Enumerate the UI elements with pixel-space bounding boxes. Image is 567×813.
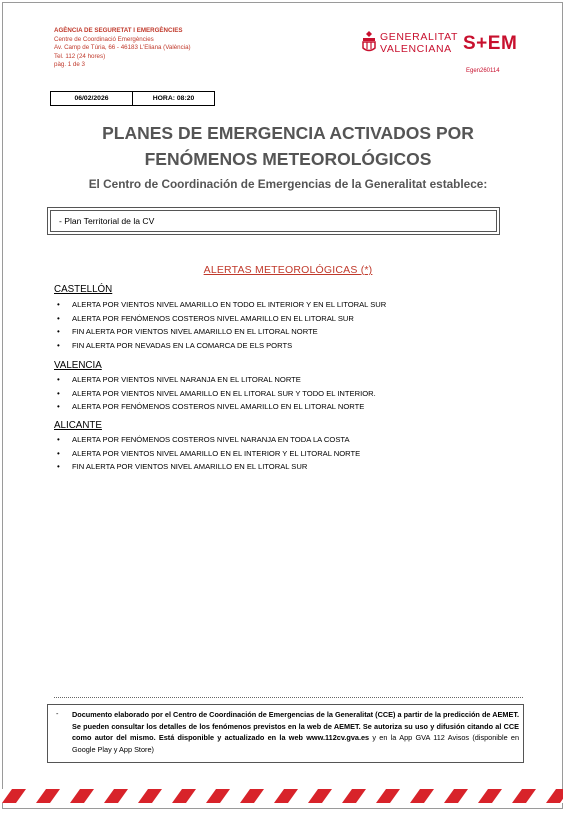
plan-box [47,207,500,235]
agency-info [54,27,191,70]
agency-phone: Tel. 112 (24 hores) [54,52,106,60]
title-line-2: FENÓMENOS METEOROLÓGICOS [144,149,432,169]
alert-item: • FIN ALERTA POR VIENTOS NIVEL AMARILLO EN EL LITORAL NORTE [54,325,386,339]
agency-name: AGÈNCIA DE SEGURETAT I EMERGÈNCIES [54,27,183,34]
alicante-alert-list [54,433,360,474]
province-castellon: CASTELLÓN [54,284,113,295]
footnote-text [72,709,519,755]
title-line-1: PLANES DE EMERGENCIA ACTIVADOS POR [102,123,474,143]
valencia-alert-list [54,373,376,414]
document-code: Egen260114 [466,68,500,74]
alert-item: • ALERTA POR FENÓMENOS COSTEROS NIVEL NARANJA EN TODA LA COSTA [54,433,360,447]
footer-divider [54,697,523,698]
plan-name: - Plan Territorial de la CV [50,210,497,232]
footnote-dash: - [56,709,59,718]
footnote-plain-text: y en la App GVA 112 Avisos (disponible en Google Play y App Store) [72,733,520,754]
alert-item: • ALERTA POR VIENTOS NIVEL AMARILLO EN EL LITORAL SUR Y TODO EL INTERIOR. [54,387,376,401]
generalitat-logo [360,26,458,64]
agency-address: Av. Camp de Túria, 66 - 46183 L'Eliana (València) [54,44,191,52]
province-valencia: VALENCIA [54,360,102,371]
page-number: pàg. 1 de 3 [54,61,85,69]
gva-logo-line1: GENERALITAT [380,31,458,43]
generalitat-emblem-icon [360,30,378,54]
alert-item: • ALERTA POR FENÓMENOS COSTEROS NIVEL AMARILLO EN EL LITORAL SUR [54,312,386,326]
agency-centre: Centre de Coordinació Emergències [54,35,154,43]
alert-item: • FIN ALERTA POR VIENTOS NIVEL AMARILLO EN EL LITORAL SUR [54,460,360,474]
alert-item: • ALERTA POR VIENTOS NIVEL AMARILLO EN TODO EL INTERIOR Y EN EL LITORAL SUR [54,298,386,312]
alerts-title: ALERTAS METEOROLÓGICAS (*) [203,264,373,276]
alert-item: • ALERTA POR VIENTOS NIVEL NARANJA EN EL LITORAL NORTE [54,373,376,387]
page-title [30,120,546,172]
footnote-box [47,704,524,763]
castellon-alert-list [54,298,386,352]
date-value: 06/02/2026 [74,95,109,102]
date-time-box [50,91,215,106]
gva-logo-line2: VALENCIANA [380,43,452,55]
alert-item: • ALERTA POR VIENTOS NIVEL AMARILLO EN EL INTERIOR Y EL LITORAL NORTE [54,447,360,461]
sem-logo: S+EM [463,33,518,54]
province-alicante: ALICANTE [54,420,102,431]
alert-item: • ALERTA POR FENÓMENOS COSTEROS NIVEL AMARILLO EN EL LITORAL NORTE [54,400,376,414]
footnote-bold-text: Documento elaborado por el Centro de Coordinación de Emergencias de la Generalitat (CCE) a partir de la predicción de AEMET. Se pueden consultar los detalles de los fenómenos previstos en la web de AEMET. Se autoriza su uso y difusión citando al CCE como autor del mismo. Está disponible y actualizado en la web www.112cv.gva.es [72,710,519,742]
alert-item: • FIN ALERTA POR NEVADAS EN LA COMARCA DE ELS PORTS [54,339,386,353]
time-value: HORA: 08:20 [132,92,214,105]
page-subtitle: El Centro de Coordinación de Emergencias de la Generalitat establece: [88,177,488,191]
red-white-stripe-band [2,789,563,803]
